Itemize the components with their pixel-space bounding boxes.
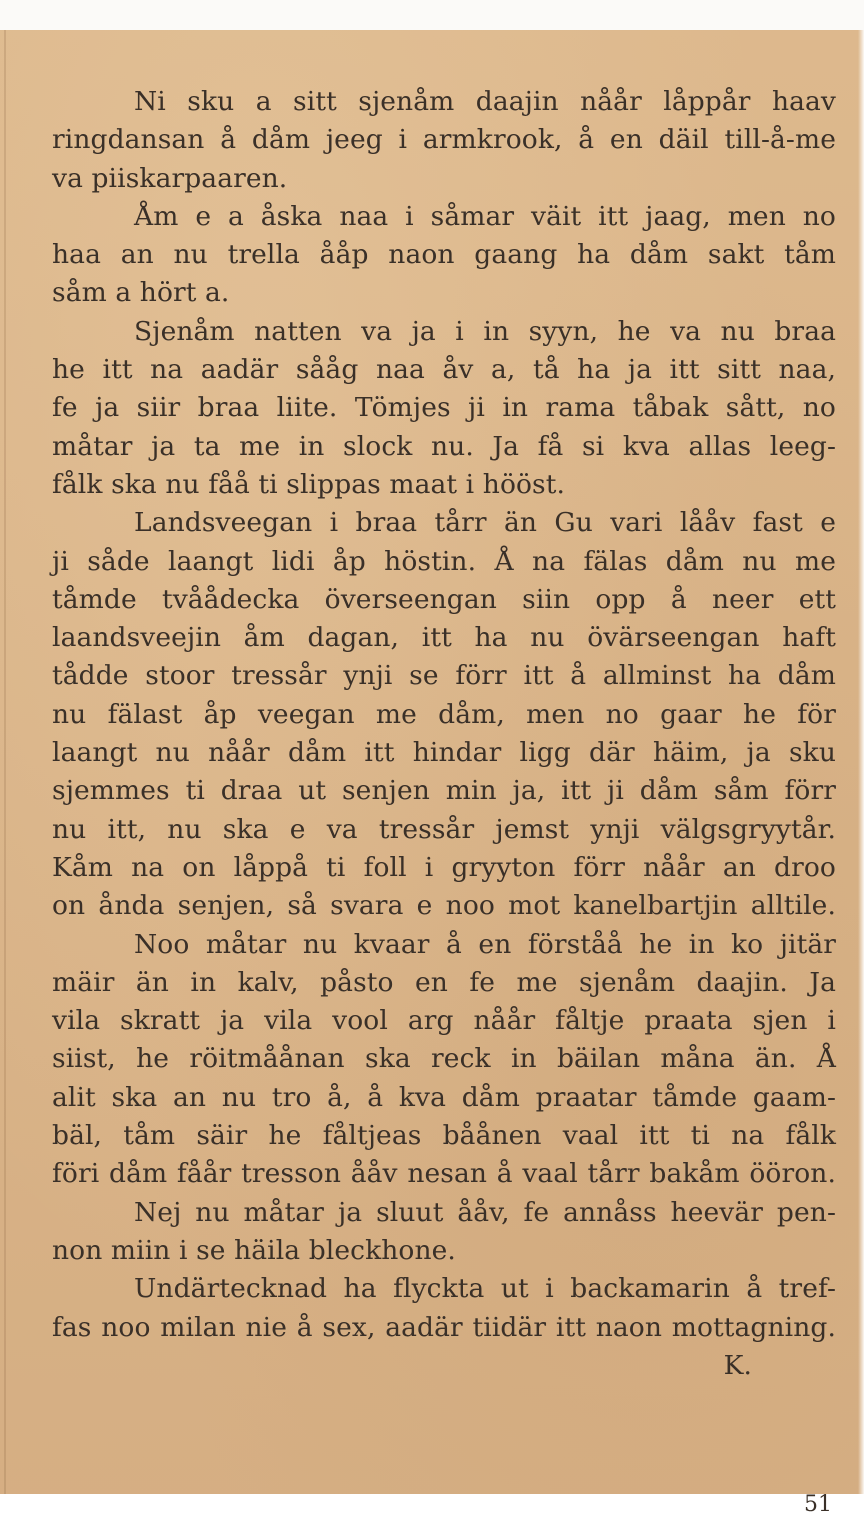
text-line: fas noo milan nie å sex, aadär tiidär itt naon mottagning.	[52, 1311, 836, 1343]
text-line: laangt nu nåår dåm itt hindar ligg där häim, ja sku	[52, 737, 836, 769]
text-line: non miin i se häila bleckhone.	[52, 1234, 456, 1266]
text-line: tådde stoor tressår ynji se förr itt å allminst ha dåm	[52, 660, 836, 692]
text-line: fålk ska nu fåå ti slippas maat i hööst.	[52, 468, 566, 500]
signature: K.	[723, 1349, 752, 1381]
text-line: Nej nu måtar ja sluut ååv, fe annåss heevär pen-	[134, 1196, 836, 1228]
text-line: Noo måtar nu kvaar å en förståå he in ko jitär	[134, 928, 836, 960]
text-line: Landsveegan i braa tårr än Gu vari lååv fast e	[134, 507, 836, 539]
text-line: ji såde laangt lidi åp höstin. Å na fälas dåm nu me	[52, 545, 836, 577]
text-line: va piiskarpaaren.	[52, 162, 288, 194]
text-line: he itt na aadär sååg naa åv a, tå ha ja itt sitt naa,	[52, 354, 836, 386]
text-line: ringdansan å dåm jeeg i armkrook, å en däil till-å-me	[52, 124, 836, 156]
text-line: alit ska an nu tro å, å kva dåm praatar tåmde gaam-	[52, 1081, 836, 1113]
text-line: Undärtecknad ha flyckta ut i backamarin å tref-	[134, 1273, 836, 1305]
text-line: nu fälast åp veegan me dåm, men no gaar he för	[52, 698, 836, 730]
text-line: fe ja siir braa liite. Tömjes ji in rama tåbak sått, no	[52, 392, 836, 424]
text-line: Åm e a åska naa i såmar väit itt jaag, men no	[134, 200, 836, 232]
text-line: Kåm na on låppå ti foll i gryyton förr nåår an droo	[52, 851, 836, 883]
text-line: Ni sku a sitt sjenåm daajin nåår låppår haav	[134, 86, 836, 117]
text-line: nu itt, nu ska e va tressår jemst ynji välgsgryytår.	[52, 813, 836, 845]
body-text	[52, 83, 836, 1385]
text-line: såm a hört a.	[52, 277, 230, 309]
scan-margin-top	[0, 0, 864, 30]
text-line: Sjenåm natten va ja i in syyn, he va nu braa	[134, 315, 836, 347]
text-line: mäir än in kalv, påsto en fe me sjenåm daajin. Ja	[52, 966, 836, 998]
text-line: bäl, tåm säir he fåltjeas båånen vaal itt ti na fålk	[52, 1120, 836, 1152]
text-line: laandsveejin åm dagan, itt ha nu övärseengan haft	[52, 622, 836, 654]
text-line: tåmde tvåådecka överseengan siin opp å neer ett	[52, 583, 836, 615]
text-line: on ånda senjen, så svara e noo mot kanelbartjin alltile.	[52, 890, 836, 922]
page-number: 51	[804, 1492, 832, 1517]
book-page	[0, 30, 864, 1517]
text-line: sjemmes ti draa ut senjen min ja, itt ji dåm såm förr	[52, 775, 836, 807]
text-line: haa an nu trella ååp naon gaang ha dåm sakt tåm	[52, 239, 836, 271]
text-line: siist, he röitmåånan ska reck in bäilan måna än. Å	[52, 1043, 836, 1075]
text-line: måtar ja ta me in slock nu. Ja få si kva allas leeg-	[52, 430, 836, 462]
text-line: vila skratt ja vila vool arg nåår fåltje praata sjen i	[52, 1005, 836, 1037]
text-line: föri dåm fåår tresson ååv nesan å vaal tårr bakåm ööron.	[52, 1158, 836, 1190]
